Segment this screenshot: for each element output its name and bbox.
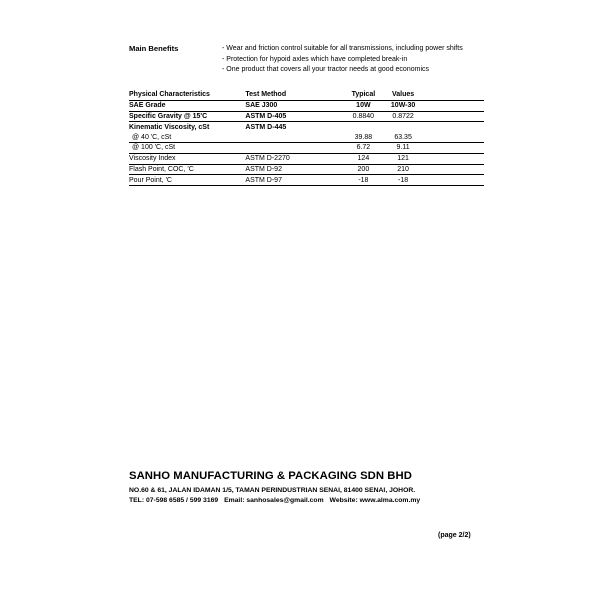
header-characteristic: Physical Characteristics — [129, 90, 245, 100]
cell: 10W-30 — [383, 100, 423, 111]
cell: Pour Point, 'C — [129, 175, 245, 186]
cell: @ 40 'C, cSt — [129, 132, 245, 142]
cell — [245, 132, 343, 142]
company-address: NO.60 & 61, JALAN IDAMAN 1/5, TAMAN PERINDUSTRIAN SENAI, 81400 SENAI, JOHOR. — [129, 487, 416, 494]
table-row — [129, 175, 484, 186]
cell: 10W — [344, 100, 384, 111]
cell: Specific Gravity @ 15'C — [129, 111, 245, 122]
header-values: Values — [383, 90, 423, 100]
benefit-item: - Protection for hypoid axles which have completed break-in — [222, 55, 408, 63]
cell: 6.72 — [344, 142, 384, 153]
cell: Viscosity Index — [129, 153, 245, 164]
cell: ASTM D-2270 — [245, 153, 343, 164]
cell: 0.8722 — [383, 111, 423, 122]
cell: ASTM D-445 — [245, 123, 287, 131]
cell: -18 — [344, 175, 384, 186]
table-row — [129, 142, 484, 153]
table-row — [129, 164, 484, 175]
cell: 210 — [383, 164, 423, 175]
cell: 121 — [383, 153, 423, 164]
cell: 124 — [344, 153, 384, 164]
cell: -18 — [383, 175, 423, 186]
cell — [245, 142, 343, 153]
table-header-row — [129, 90, 484, 100]
page-number: (page 2/2) — [438, 532, 471, 539]
cell: Flash Point, COC, 'C — [129, 164, 245, 175]
table-row — [129, 111, 484, 122]
cell: SAE J300 — [245, 100, 343, 111]
cell: ASTM D-405 — [245, 111, 343, 122]
contact-line — [129, 497, 424, 504]
cell: ASTM D-92 — [245, 164, 343, 175]
cell: SAE Grade — [129, 100, 245, 111]
email[interactable]: Email: sanhosales@gmail.com — [224, 497, 324, 504]
cell: 39.88 — [344, 132, 384, 142]
cell — [383, 122, 423, 132]
table-row — [129, 153, 484, 164]
table-row — [129, 132, 484, 142]
header-test-method: Test Method — [245, 90, 343, 100]
website[interactable]: Website: www.alma.com.my — [329, 497, 421, 504]
benefit-item: - One product that covers all your tractor needs at good economics — [222, 66, 429, 73]
table-row — [129, 122, 484, 132]
main-benefits-heading: Main Benefits — [129, 44, 179, 53]
cell: 9.11 — [383, 142, 423, 153]
cell — [344, 122, 384, 132]
header-typical: Typical — [344, 90, 384, 100]
company-name: SANHO MANUFACTURING & PACKAGING SDN BHD — [129, 470, 412, 482]
cell: @ 100 'C, cSt — [129, 142, 245, 153]
table-row — [129, 100, 484, 111]
physical-characteristics-table — [129, 90, 484, 186]
cell: 63.35 — [383, 132, 423, 142]
telephone: TEL: 07-598 6585 / 599 3169 — [129, 497, 219, 504]
cell: ASTM D-97 — [245, 175, 343, 186]
benefit-item: - Wear and friction control suitable for all transmissions, including power shifts — [222, 45, 463, 52]
cell: 0.8840 — [344, 111, 384, 122]
cell: Kinematic Viscosity, cSt — [129, 123, 210, 131]
benefits-list — [222, 44, 463, 76]
cell: 200 — [344, 164, 384, 175]
